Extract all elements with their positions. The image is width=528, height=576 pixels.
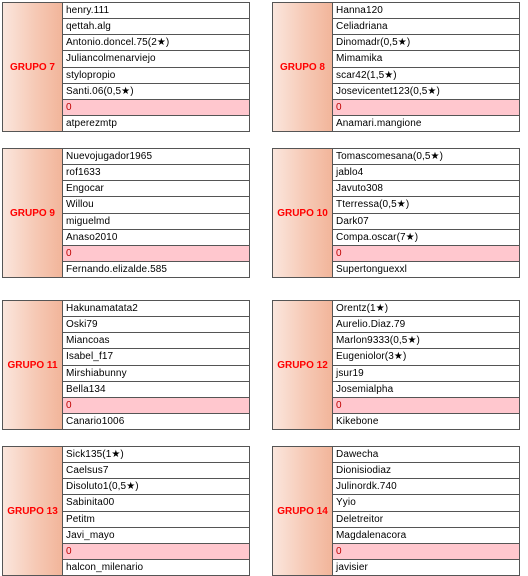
player-row: Tterressa(0,5★) [333, 197, 519, 213]
player-row: Fernando.elizalde.585 [66, 263, 168, 275]
player-row: Juliancolmenarviejo [63, 51, 249, 67]
group-table [2, 148, 250, 278]
player-list [63, 3, 249, 131]
player-row: Kikebone [336, 415, 379, 427]
empty-slot-row: 0 [333, 246, 519, 262]
player-row: Marlon9333(0,5★) [333, 333, 519, 349]
player-list [63, 301, 249, 429]
player-row: halcon_milenario [66, 561, 144, 573]
player-list [333, 301, 519, 429]
group-table [272, 148, 520, 278]
player-list [333, 447, 519, 575]
player-row: Celiadriana [333, 19, 519, 35]
empty-slot-row: 0 [333, 398, 519, 414]
player-row: Magdalenacora [333, 528, 519, 544]
player-row: Josevicentet123(0,5★) [333, 84, 519, 100]
empty-slot-row: 0 [63, 246, 249, 262]
player-row: Mimamika [333, 51, 519, 67]
group-label: GRUPO 10 [273, 149, 333, 277]
player-row: Eugeniolor(3★) [333, 349, 519, 365]
player-row: Nuevojugador1965 [63, 149, 249, 165]
player-row: Canario1006 [66, 415, 125, 427]
player-row: Josemialpha [333, 382, 519, 398]
player-row: Hakunamatata2 [63, 301, 249, 317]
player-row: Disoluto1(0,5★) [63, 479, 249, 495]
player-row: Dionisiodiaz [333, 463, 519, 479]
player-row: Aurelio.Diaz.79 [333, 317, 519, 333]
player-row: Antonio.doncel.75(2★) [63, 35, 249, 51]
player-row: Javi_mayo [63, 528, 249, 544]
player-row: jablo4 [333, 165, 519, 181]
player-row: javisier [336, 561, 368, 573]
player-row: Dawecha [333, 447, 519, 463]
player-row: Oski79 [63, 317, 249, 333]
player-list [63, 149, 249, 277]
player-list [63, 447, 249, 575]
player-row: Bella134 [63, 382, 249, 398]
player-row: Javuto308 [333, 181, 519, 197]
player-row: Santi.06(0,5★) [63, 84, 249, 100]
player-row: Petitm [63, 512, 249, 528]
player-row: qettah.alg [63, 19, 249, 35]
player-row: Hanna120 [333, 3, 519, 19]
player-row: Miancoas [63, 333, 249, 349]
group-table [272, 2, 520, 132]
player-row: Orentz(1★) [333, 301, 519, 317]
player-row: jsur19 [333, 366, 519, 382]
group-table [2, 446, 250, 576]
player-row: Yyio [333, 495, 519, 511]
player-row: Willou [63, 197, 249, 213]
player-row: Tomascomesana(0,5★) [333, 149, 519, 165]
group-label: GRUPO 8 [273, 3, 333, 131]
player-row: Caelsus7 [63, 463, 249, 479]
empty-slot-row: 0 [63, 544, 249, 560]
group-label: GRUPO 11 [3, 301, 63, 429]
player-list [333, 3, 519, 131]
player-row: Anaso2010 [63, 230, 249, 246]
group-table [272, 300, 520, 430]
player-row: Compa.oscar(7★) [333, 230, 519, 246]
player-row: Engocar [63, 181, 249, 197]
group-table [2, 300, 250, 430]
player-list [333, 149, 519, 277]
group-table [2, 2, 250, 132]
empty-slot-row: 0 [63, 398, 249, 414]
player-row: Sabinita00 [63, 495, 249, 511]
empty-slot-row: 0 [63, 100, 249, 116]
player-row: Dinomadr(0,5★) [333, 35, 519, 51]
player-row: Julinordk.740 [333, 479, 519, 495]
group-label: GRUPO 9 [3, 149, 63, 277]
player-row: Supertonguexxl [336, 263, 407, 275]
group-table [272, 446, 520, 576]
group-label: GRUPO 13 [3, 447, 63, 575]
player-row: Anamari.mangione [336, 117, 422, 129]
player-row: Isabel_f17 [63, 349, 249, 365]
player-row: Deletreitor [333, 512, 519, 528]
player-row: Dark07 [333, 214, 519, 230]
group-label: GRUPO 14 [273, 447, 333, 575]
player-row: rof1633 [63, 165, 249, 181]
group-label: GRUPO 12 [273, 301, 333, 429]
player-row: stylopropio [63, 68, 249, 84]
player-row: miguelmd [63, 214, 249, 230]
empty-slot-row: 0 [333, 544, 519, 560]
player-row: scar42(1,5★) [333, 68, 519, 84]
player-row: Sick135(1★) [63, 447, 249, 463]
player-row: Mirshiabunny [63, 366, 249, 382]
player-row: atperezmtp [66, 117, 118, 129]
player-row: henry.111 [63, 3, 249, 19]
group-label: GRUPO 7 [3, 3, 63, 131]
empty-slot-row: 0 [333, 100, 519, 116]
